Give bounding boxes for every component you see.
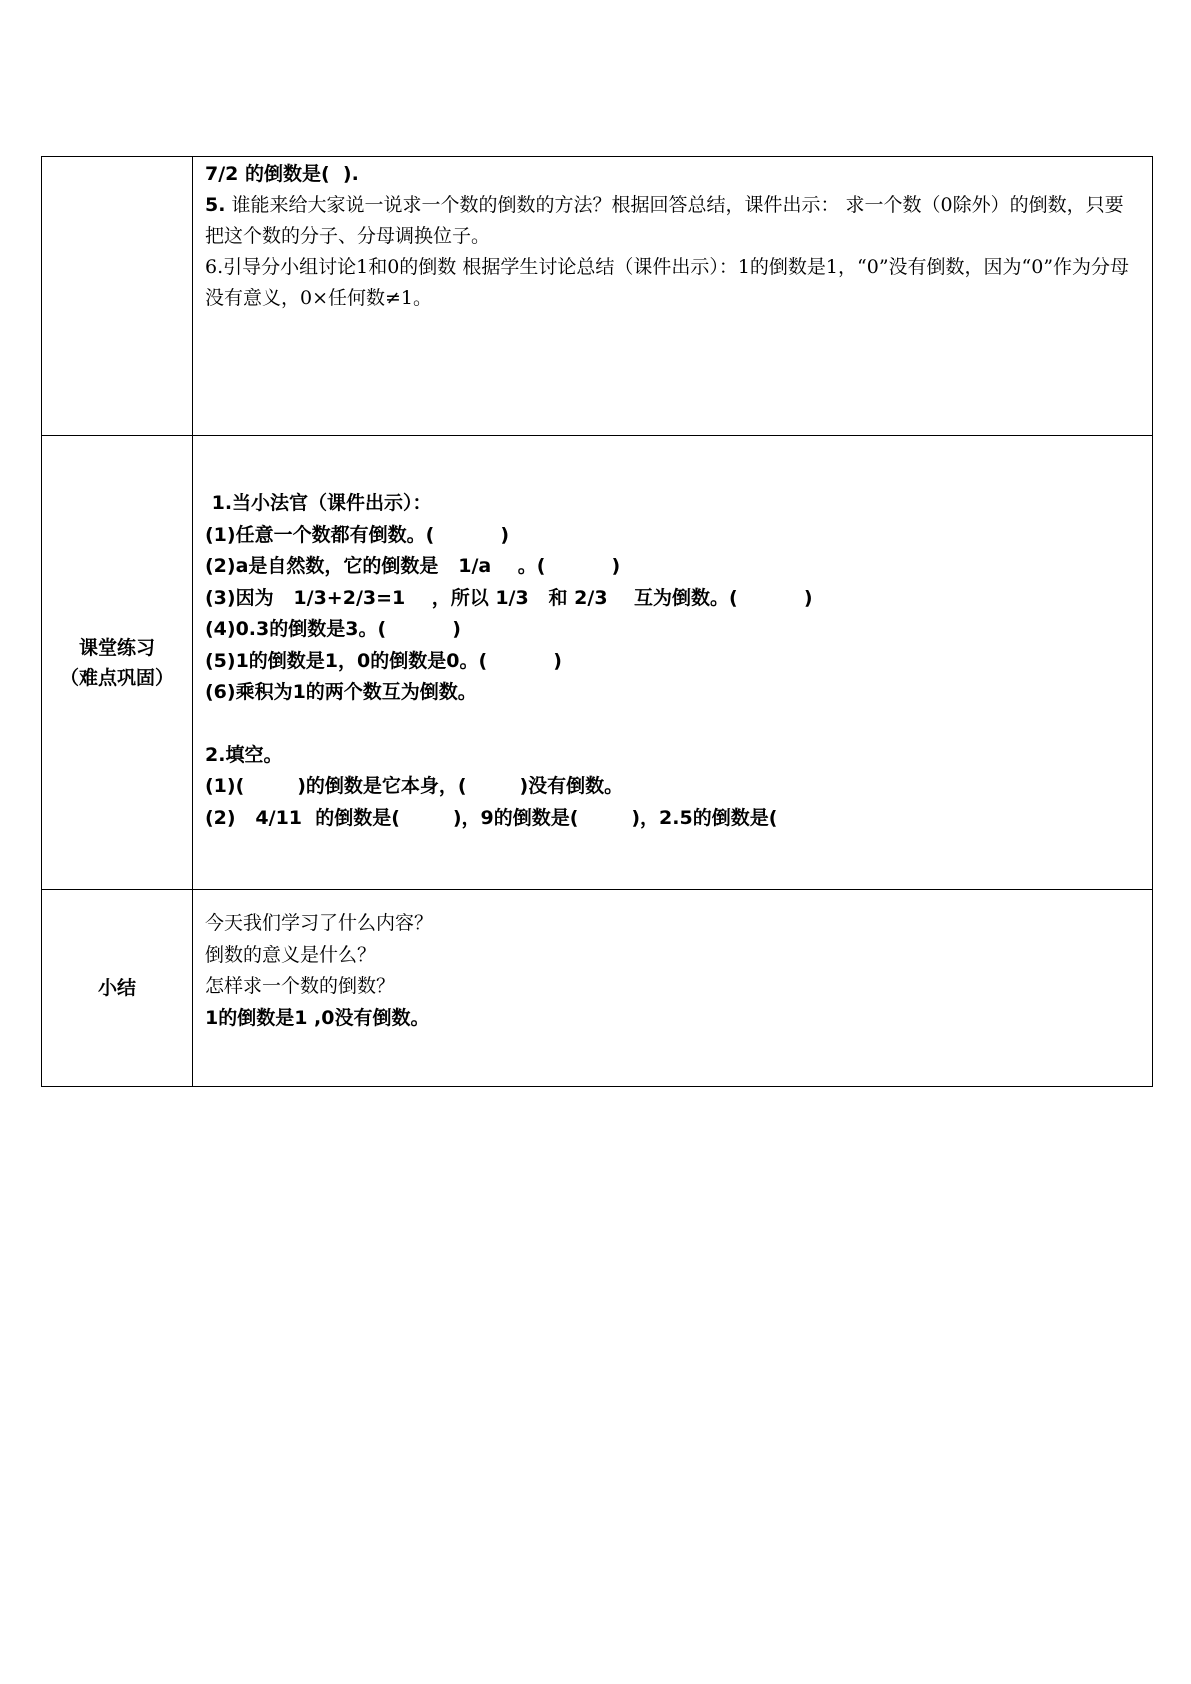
fill-item-2: (2) 4/11 的倒数是( )，9的倒数是( )，2.5的倒数是( (205, 806, 778, 829)
practice-label-cell (42, 436, 193, 890)
summary-line-1: 今天我们学习了什么内容？ (205, 912, 434, 934)
summary-label-cell (42, 890, 193, 1087)
judge-item-2: (2)a是自然数，它的倒数是 1/a 。( ) (205, 555, 621, 577)
q5-text: 谁能来给大家说一说求一个数的倒数的方法？根据回答总结，课件出示： 求一个数（0除外）的倒数，只要把这个数的分子、分母调换位子。 (205, 194, 1124, 247)
judge-item-1: (1)任意一个数都有倒数。( ) (205, 523, 510, 546)
fill-item-1: (1)( )的倒数是它本身，( )没有倒数。 (205, 775, 624, 797)
summary-bold-line: 1的倒数是1 ,0没有倒数。 (205, 1006, 430, 1029)
practice-label: 课堂练习 (78, 636, 155, 659)
lesson-plan-table (41, 156, 1153, 1087)
summary-content-cell (193, 890, 1153, 1087)
summary-row (42, 890, 1153, 1087)
practice-sublabel: （难点巩固） (59, 666, 174, 689)
spacer (205, 709, 1132, 740)
continuation-content-cell (193, 157, 1153, 436)
summary-line-2: 倒数的意义是什么？ (205, 943, 377, 966)
continuation-label-cell (42, 157, 193, 436)
part1-title: 1.当小法官（课件出示）： (205, 492, 432, 514)
summary-line-3: 怎样求一个数的倒数？ (205, 975, 396, 997)
q5-number: 5. (205, 194, 226, 216)
judge-item-6: (6)乘积为1的两个数互为倒数。 (205, 681, 477, 703)
part2-title: 2.填空。 (205, 743, 283, 766)
judge-item-4: (4)0.3的倒数是3。( ) (205, 618, 461, 640)
practice-content-cell (193, 436, 1153, 890)
q4-tail-line: 7/2 的倒数是( ). (205, 163, 359, 185)
q6-paragraph: 6.引导分小组讨论1和0的倒数 根据学生讨论总结（课件出示）：1的倒数是1，“0”没有倒数，因为“0”作为分母没有意义，0×任何数≠1。 (205, 256, 1130, 309)
summary-label: 小结 (97, 977, 136, 999)
summary-content (193, 890, 1152, 1034)
q5-paragraph (205, 190, 1132, 252)
practice-row (42, 436, 1153, 890)
judge-item-5: (5)1的倒数是1，0的倒数是0。( ) (205, 649, 562, 672)
practice-content (193, 436, 1152, 834)
continuation-content (193, 157, 1152, 314)
continuation-row (42, 157, 1153, 436)
judge-item-3: (3)因为 1/3+2/3=1 ，所以 1/3 和 2/3 互为倒数。( ) (205, 586, 813, 609)
